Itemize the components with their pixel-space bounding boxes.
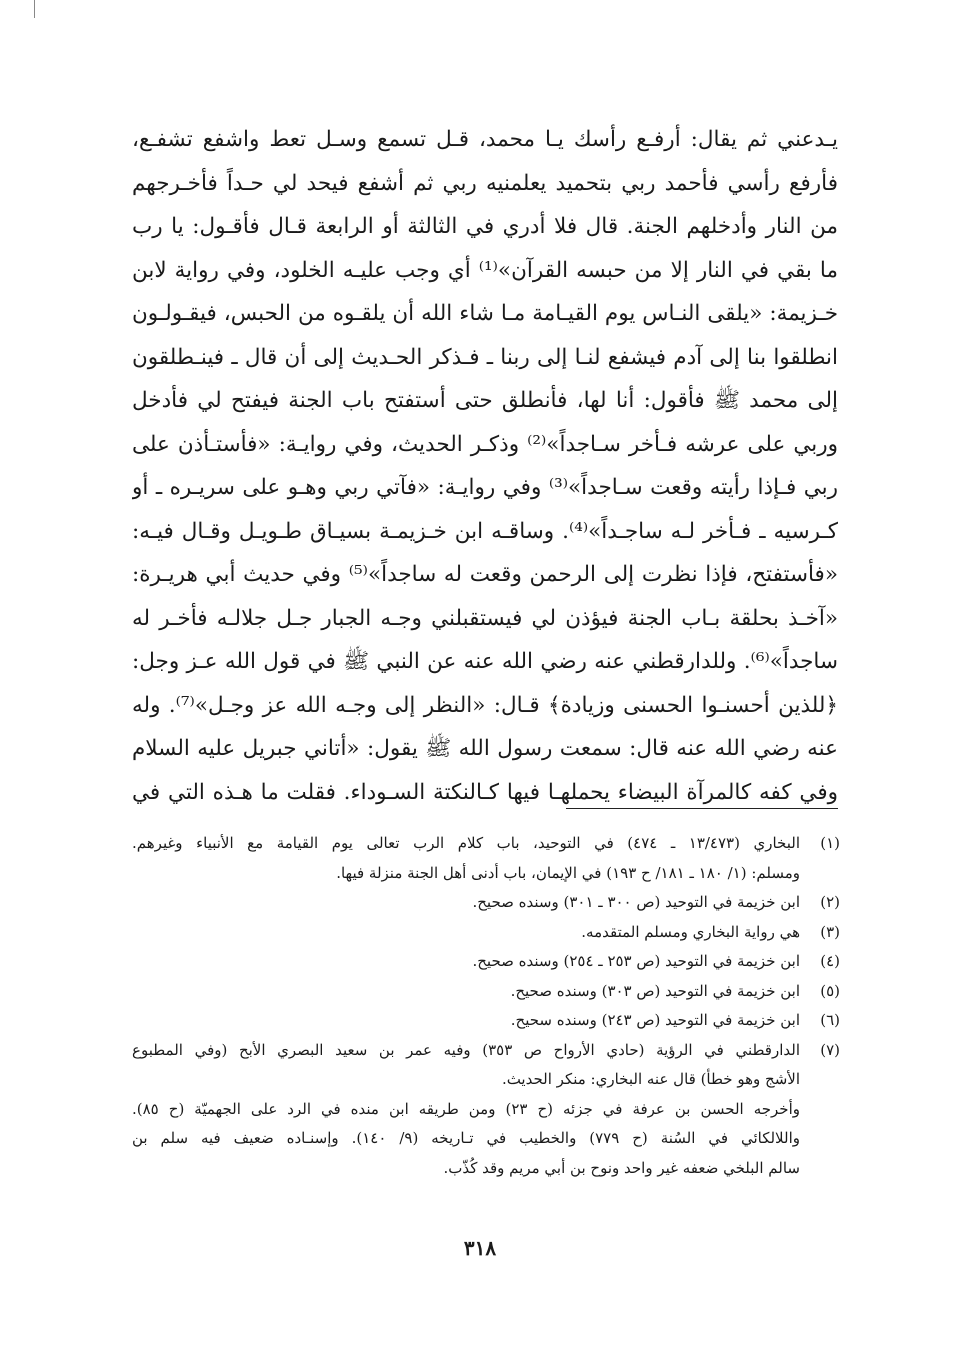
text-line: كـرسيه ـ فـأخر لـه ساجـداً»⁽⁴⁾. وساقـه ابن خـزيمـة بسيـاق طـويـل وقـال فيـه: <box>132 518 838 544</box>
text-line: يـدعني ثم يقال: أرفـع رأسك يـا محمد، قـل تسمع وسـل تعط واشفع تشفـع، <box>132 127 838 152</box>
footnote-7 <box>132 1036 840 1095</box>
scan-corner-mark <box>34 0 35 18</box>
footnote-line: هي رواية البخاري ومسلم المتقدمه. <box>581 922 800 941</box>
footnote-line: البخاري (١٣/٤٧٣ ـ ٤٧٤) في التوحيد، باب كلام الرب تعالى يوم القيامة مع الأنبياء وغيرهم. <box>132 834 800 852</box>
text-line: خـزيمة: «يلقى النـاس يوم القيـامة مـا شاء الله أن يلقـوه من الحبس، فيقـولـون <box>132 301 838 326</box>
footnote-number: (٤) <box>820 952 840 970</box>
footnote-line: ومسلم: (١/ ١٨٠ ـ ١٨١/ ح ١٩٣) في الإيمان، باب أدنى أهل الجنة منزلة فيها. <box>336 863 800 882</box>
footnote-6 <box>132 1006 840 1036</box>
footnote-1 <box>132 829 840 888</box>
text-line: وفي كفه كالمرآة البيضاء يحملهـا فيها كـالنكتة السـوداء. فقلت ما هـذه التي في <box>132 779 838 805</box>
text-line: وربي على عرشه فـأخر سـاجداً»⁽²⁾ وذكـر الحديث، وفي روايـة: «فأستـأذن على <box>132 431 838 457</box>
footnote-line: ابن خزيمة في التوحيد (ص ٣٠٣) وسنده صحيح. <box>510 981 800 1000</box>
footnotes <box>132 829 840 1183</box>
footnote-4 <box>132 947 840 977</box>
footnote-number: (٥) <box>820 981 840 1000</box>
footnote-line: سالم البلخي ضعفه غير واحد ونوح بن أبي مريم وقد كُذّب. <box>443 1158 800 1177</box>
footnote-line: الدارقطني في الرؤية (حادي الأرواح ص ٣٥٣) وفيه عمر بن سعيد البصري الأبح (وفي المطبوع <box>132 1040 800 1059</box>
text-line: ما بقي في النار إلا من حبسه القرآن»⁽¹⁾ أي وجب عليـه الخلود، وفي رواية لابن <box>132 257 838 283</box>
text-line: إلى محمد ﷺ فأقول: أنا لها، فأنطلق حتى أستفتح باب الجنة فيفتح لي فأدخل <box>132 388 838 413</box>
footnote-number: (٧) <box>820 1040 840 1059</box>
main-text <box>132 118 838 814</box>
footnote-number: (٦) <box>820 1011 840 1029</box>
text-line: «فأستفتح، فإذا نظرت إلى الرحمن وقعت له ساجداً»⁽⁵⁾ وفي حديث أبي هريـرة: <box>132 562 838 587</box>
footnote-2 <box>132 888 840 918</box>
text-line: انطلقوا بنا إلى آدم فيشفع لنـا إلى ربنا ـ فـذكر الحـديث إلى أن قال ـ فينـطلقون <box>132 344 838 370</box>
footnote-number: (١) <box>820 834 840 852</box>
footnote-5 <box>132 977 840 1007</box>
text-line: من النار وأدخلهم الجنة. قال فلا أدري في الثالثة أو الرابعة قـال فأقـول: يا رب <box>132 214 838 239</box>
page-number: ٣١٨ <box>463 1236 497 1260</box>
text-line: ساجداً»⁽⁶⁾. وللدارقطني عنه رضي الله عنه عن النبي ﷺ في قول الله عـز وجل: <box>132 649 838 674</box>
footnote-divider <box>566 808 838 809</box>
footnote-line: ابن خزيمة في التوحيد (ص ٢٥٣ ـ ٢٥٤) وسنده صحيح. <box>472 952 800 970</box>
text-line: عنه رضي الله عنه قال: سمعت رسول الله ﷺ يقول: «أتاني جبريل عليه السلام <box>132 736 838 761</box>
text-line: ربي فـإذا رأيته وقعت سـاجداً»⁽³⁾ وفي روايـة: «فآتي ربي وهـو على سريـره ـ أو <box>132 475 838 500</box>
footnote-continuation <box>132 1095 840 1184</box>
footnote-line: ابن خزيمة في التوحيد (ص ٣٠٠ ـ ٣٠١) وسنده صحيح. <box>472 893 800 911</box>
text-line: «آخـذ بحلقة بـاب الجنة فيؤذن لي فيستقبلني وجـه الجبار جـل جلالـه فأخـر له <box>132 605 838 631</box>
footnote-number: (٢) <box>820 893 840 911</box>
footnote-line: ابن خزيمة في التوحيد (ص ٢٤٣) وسنده سحيح. <box>510 1011 800 1029</box>
footnote-line: الأشج وهو خطأ) قال عنه البخاري: منكر الحديث. <box>501 1070 800 1088</box>
footnote-line: واللالكائي في السُنة (ح ٧٧٩) والخطيب في تـاريخه (٩/ ١٤٠). وإسنـاده ضعيف فيه سلم بن <box>132 1129 800 1147</box>
footnote-number: (٣) <box>820 922 840 941</box>
footnote-line: وأخرجه الحسن بن عرفة في جزئه (ح ٢٣) ومن طريقه ابن منده في الرد على الجهميّة (ح ٨٥). <box>132 1099 800 1118</box>
text-line: فأرفع رأسي فأحمد ربي بتحميد يعلمنيه ربي ثم أشفع فيحد لي حـداً فأخـرجهم <box>132 170 838 196</box>
footnote-3 <box>132 918 840 948</box>
text-line: ﴿للذين أحسنـوا الحسنى وزيادة﴾ قـال: «النظر إلى وجـه الله عز وجـل»⁽⁷⁾. وله <box>132 692 838 718</box>
